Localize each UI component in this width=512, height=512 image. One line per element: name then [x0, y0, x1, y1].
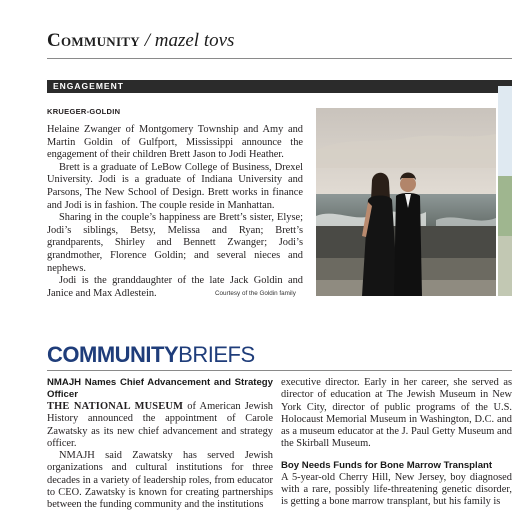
- briefs-title-bold: COMMUNITY: [47, 342, 179, 367]
- brief-paragraph: executive director. Early in her career, she served as director of education at The Jewish Museum in New York City, director of public programs of the U.S. Holocaust Memorial Museum in Washington, D.C. and as a museum educator at the J. Paul Getty Museum and the Skirball Museum.: [281, 377, 512, 450]
- section-divider: [47, 58, 512, 59]
- brief-headline: NMAJH Names Chief Advancement and Strategy Officer: [47, 377, 273, 400]
- engagement-tag-bar: [47, 80, 512, 93]
- brief-text: of American Jewish History announced the appointment of Carole Zawatsky as its new chief advancement and strategy officer.: [47, 401, 273, 449]
- article-paragraph: Brett is a graduate of LeBow College of Business, Drexel University. Jodi is a graduate of Indiana University and Parsons, The New School of Design. Brett works in finance and Jodi is in fashion. The couple reside in Manhattan.: [47, 161, 303, 211]
- community-briefs-title: [47, 344, 255, 366]
- section-header: [47, 30, 234, 52]
- section-separator: /: [139, 30, 155, 51]
- briefs-title-light: BRIEFS: [178, 342, 255, 367]
- engagement-article: [47, 124, 303, 300]
- brief-paragraph: [47, 401, 273, 450]
- photo-credit: Courtesy of the Goldin family: [215, 290, 296, 297]
- brief-paragraph: A 5-year-old Cherry Hill, New Jersey, boy diagnosed with a rare, possibly life-threatening genetic disorder, is getting a bone marrow transplant, but his family is: [281, 471, 512, 508]
- brief-paragraph: NMAJH said Zawatsky has served Jewish organizations and cultural institutions for three decades in a variety of leadership roles, from educator to CEO. Zawatsky is known for creating partnerships between the funding community and the institutions: [47, 450, 273, 511]
- section-title: Community: [47, 30, 140, 51]
- couple-name: KRUEGER-GOLDIN: [47, 107, 121, 116]
- article-paragraph: Sharing in the couple’s happiness are Brett’s sister, Elyse; Jodi’s siblings, Betsy, Melissa and Ryan; Brett’s grandparents, Shirley and Bennett Zwanger; Jodi’s grandmother, Florence Goldin; and several nieces and nephews.: [47, 212, 303, 274]
- engagement-tag: ENGAGEMENT: [53, 81, 124, 91]
- brief-headline: Boy Needs Funds for Bone Marrow Transplant: [281, 459, 493, 471]
- briefs-divider: [47, 370, 512, 371]
- section-subtitle: mazel tovs: [154, 30, 235, 51]
- engagement-photo: [316, 108, 496, 296]
- brief-lead-in: THE NATIONAL MUSEUM: [47, 401, 184, 412]
- article-paragraph: Jodi is the granddaughter of the late Jack Goldin and Janice and Max Adlestein.: [47, 275, 303, 299]
- article-paragraph: Helaine Zwanger of Montgomery Township and Amy and Martin Goldin of Gulfport, Mississippi announce the engagement of their children Brett Jason to Jodi Heather.: [47, 124, 303, 161]
- briefs-column-left: [47, 377, 273, 512]
- briefs-column-right: [281, 377, 512, 509]
- adjacent-page-photo: [498, 86, 512, 296]
